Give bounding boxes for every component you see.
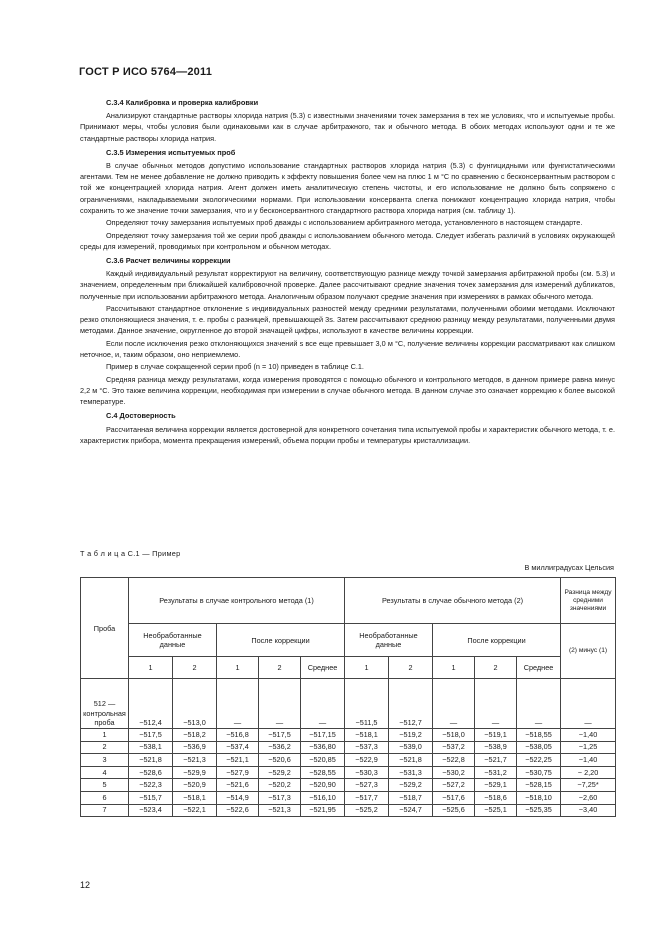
table-cell: −521,95 bbox=[301, 804, 345, 817]
table-cell: −520,2 bbox=[259, 779, 301, 792]
table-cell: −512,7 bbox=[389, 679, 433, 729]
table-cell: −522,3 bbox=[129, 779, 173, 792]
table-cell: −514,9 bbox=[217, 791, 259, 804]
table-cell: −1,40 bbox=[561, 729, 616, 742]
paragraph: Пример в случае сокращенной серии проб (n = 10) приведен в таблице С.1. bbox=[106, 362, 364, 372]
table-cell: — bbox=[301, 679, 345, 729]
table-cell: −530,2 bbox=[433, 766, 475, 779]
header-difference-formula: (2) минус (1) bbox=[561, 624, 616, 679]
probe-cell: 3 bbox=[81, 754, 129, 767]
table-cell: −518,10 bbox=[517, 791, 561, 804]
table-cell: −522,25 bbox=[517, 754, 561, 767]
table-cell: −521,3 bbox=[173, 754, 217, 767]
table-cell: −516,8 bbox=[217, 729, 259, 742]
table-cell: −529,2 bbox=[389, 779, 433, 792]
table-cell: — bbox=[259, 679, 301, 729]
section-c35-title: С.3.5 Измерения испытуемых проб bbox=[106, 147, 236, 157]
table-cell: −522,8 bbox=[433, 754, 475, 767]
table-cell: −518,1 bbox=[173, 791, 217, 804]
table-cell: −517,15 bbox=[301, 729, 345, 742]
table-cell: −528,6 bbox=[129, 766, 173, 779]
header-difference: Разница между средними значениями bbox=[561, 578, 616, 624]
table-cell: −536,80 bbox=[301, 741, 345, 754]
table-cell: −522,1 bbox=[173, 804, 217, 817]
probe-cell: 7 bbox=[81, 804, 129, 817]
document-header: ГОСТ Р ИСО 5764—2011 bbox=[79, 66, 213, 78]
table-cell: −527,9 bbox=[217, 766, 259, 779]
table-cell: −2,60 bbox=[561, 791, 616, 804]
table-cell: −515,7 bbox=[129, 791, 173, 804]
paragraph: Определяют точку замерзания испытуемых проб дважды с использованием арбитражного метода, установленного в настоящем стандарте. bbox=[106, 218, 583, 228]
probe-cell: 4 bbox=[81, 766, 129, 779]
paragraph: Если после исключения резко отклоняющихся значений s все еще превышает 3,0 м °С, получение величины коррекции рассматривают как слишком неточное, и, таким образом, оно неприемлемо. bbox=[80, 338, 615, 360]
header-col-num: 1 bbox=[345, 657, 389, 679]
table-cell: — bbox=[475, 679, 517, 729]
paragraph: Каждый индивидуальный результат корректируют на величину, соответствующую разнице между точкой замерзания арбитражной пробы (см. 5.3) и значением, определенным при ближайшей калибровочной проверке. Далее рассчитывают средние значения точек замерзания для измерений дубликатов, полученные при использовании арбитражного метода. Аналогичным образом получают средние значения при измерениях в рамках обычного метода. bbox=[80, 269, 615, 301]
header-probe: Проба bbox=[81, 578, 129, 679]
document-body bbox=[80, 94, 615, 447]
paragraph: Анализируют стандартные растворы хлорида натрия (5.3) с известными значениями точек замерзания в тех же условиях, что и испытуемые пробы. Принимают меры, чтобы условия были одинаковыми как в случае арбитражного, так и обычного метода. В обоих методах используют одни и те же стандартные растворы хлорида натрия. bbox=[80, 111, 615, 143]
table-cell: −1,25 bbox=[561, 741, 616, 754]
table-cell: −536,2 bbox=[259, 741, 301, 754]
table-row bbox=[81, 779, 616, 792]
table-title: Т а б л и ц а С.1 — Пример bbox=[80, 549, 181, 558]
table-cell: −518,7 bbox=[389, 791, 433, 804]
header-col-mean: Среднее bbox=[517, 657, 561, 679]
table-cell: −537,4 bbox=[217, 741, 259, 754]
table-cell: −529,1 bbox=[475, 779, 517, 792]
header-col-num: 1 bbox=[129, 657, 173, 679]
probe-cell: 512 — контрольная проба bbox=[81, 679, 129, 729]
table-cell: −518,0 bbox=[433, 729, 475, 742]
table-cell: −520,9 bbox=[173, 779, 217, 792]
header-col-num: 2 bbox=[173, 657, 217, 679]
paragraph: Определяют точку замерзания той же серии проб дважды с использованием обычного метода. Следует избегать различий в условиях окружающей среды для измерений, проводимых при контрольном и обычном методах. bbox=[80, 230, 615, 251]
table-cell: −521,7 bbox=[475, 754, 517, 767]
section-c36-title: С.3.6 Расчет величины коррекции bbox=[106, 256, 231, 266]
paragraph: Средняя разница между результатами, когда измерения проводятся с помощью обычного и контрольного методов, в данном примере равна минус 2,2 м °С. Это также величина коррекции, необходимая при измерении в случае обычного метода. В данном случае это означает коррекцию к более высокой температуре. bbox=[80, 374, 615, 407]
table-cell: −520,6 bbox=[259, 754, 301, 767]
table-cell: −537,2 bbox=[433, 741, 475, 754]
header-col-mean: Среднее bbox=[301, 657, 345, 679]
table-cell: −525,2 bbox=[345, 804, 389, 817]
table-cell: −531,3 bbox=[389, 766, 433, 779]
table-cell: −537,3 bbox=[345, 741, 389, 754]
table-cell: −517,6 bbox=[433, 791, 475, 804]
table-cell: −530,75 bbox=[517, 766, 561, 779]
table-cell: −536,9 bbox=[173, 741, 217, 754]
table-cell: −529,2 bbox=[259, 766, 301, 779]
table-cell: − 2,20 bbox=[561, 766, 616, 779]
table-cell: −519,2 bbox=[389, 729, 433, 742]
table-row bbox=[81, 766, 616, 779]
table-row bbox=[81, 754, 616, 767]
table-cell: −511,5 bbox=[345, 679, 389, 729]
table-cell: −520,90 bbox=[301, 779, 345, 792]
table-cell: −528,55 bbox=[301, 766, 345, 779]
table-cell: −1,40 bbox=[561, 754, 616, 767]
header-corrected-regular: После коррекции bbox=[433, 624, 561, 657]
table-cell: −521,1 bbox=[217, 754, 259, 767]
table-cell: −521,8 bbox=[129, 754, 173, 767]
example-table bbox=[80, 577, 616, 817]
table-cell: — bbox=[561, 679, 616, 729]
probe-cell: 5 bbox=[81, 779, 129, 792]
table-cell: −527,3 bbox=[345, 779, 389, 792]
probe-cell: 6 bbox=[81, 791, 129, 804]
table-cell: −517,5 bbox=[129, 729, 173, 742]
header-raw-regular: Необработанные данные bbox=[345, 624, 433, 657]
table-cell: −525,1 bbox=[475, 804, 517, 817]
table-cell: −516,10 bbox=[301, 791, 345, 804]
header-col-num: 1 bbox=[433, 657, 475, 679]
header-col-num: 2 bbox=[259, 657, 301, 679]
paragraph: Рассчитывают стандартное отклонение s индивидуальных разностей между средними результатами, полученными обоими методами. Исключают резко отклоняющиеся значения, т. е. пробы с разницей, превышающей 3s. Затем рассчитывают среднюю разницу между результатами, полученными двумя методами. Данное значение, округленное до второй значащей цифры, используют в качестве величины коррекции. bbox=[80, 304, 615, 336]
table-cell: −527,2 bbox=[433, 779, 475, 792]
table-cell: −529,9 bbox=[173, 766, 217, 779]
table-cell: −525,35 bbox=[517, 804, 561, 817]
table-cell: −518,6 bbox=[475, 791, 517, 804]
header-control-method: Результаты в случае контрольного метода (1) bbox=[129, 578, 345, 624]
page-number: 12 bbox=[80, 880, 91, 890]
table-cell: −513,0 bbox=[173, 679, 217, 729]
table-cell: −519,1 bbox=[475, 729, 517, 742]
table-cell: −517,3 bbox=[259, 791, 301, 804]
paragraph: В случае обычных методов допустимо использование стандартных растворов хлорида натрия (5.3) с фунгицидными или фунгистатическими агентами. Тем не менее добавление не должно приводить к эффекту повышения более чем на плюс 1 м °С по сравнению с бесконсервантным раствором с той же концентрацией хлорида натрия. Агент должен иметь аналитическую степень чистоты, и его использование не должно быть сопряжено с ограничениями, накладываемыми экологическими нормами. При использовании консерванта слегка понижают концентрацию хлорида натрия, чтобы сохранить то же значение точки замерзания, что и у бесконсервантного стандартного раствора хлорида натрия (см. таблицу 1). bbox=[80, 161, 615, 215]
header-regular-method: Результаты в случае обычного метода (2) bbox=[345, 578, 561, 624]
table-row bbox=[81, 804, 616, 817]
header-raw-control: Необработанные данные bbox=[129, 624, 217, 657]
table-cell: −521,8 bbox=[389, 754, 433, 767]
table-cell: −530,3 bbox=[345, 766, 389, 779]
table-cell: −531,2 bbox=[475, 766, 517, 779]
table-cell: −538,1 bbox=[129, 741, 173, 754]
table-cell: −521,6 bbox=[217, 779, 259, 792]
table-row bbox=[81, 791, 616, 804]
probe-cell: 1 bbox=[81, 729, 129, 742]
table-cell: −517,5 bbox=[259, 729, 301, 742]
table-unit: В миллиградусах Цельсия bbox=[524, 563, 614, 572]
section-c4-title: С.4 Достоверность bbox=[106, 411, 176, 421]
table-cell: −518,2 bbox=[173, 729, 217, 742]
table-row bbox=[81, 741, 616, 754]
header-corrected-control: После коррекции bbox=[217, 624, 345, 657]
table-cell: −517,7 bbox=[345, 791, 389, 804]
table-cell: −528,15 bbox=[517, 779, 561, 792]
table-cell: −518,55 bbox=[517, 729, 561, 742]
table-cell: −538,05 bbox=[517, 741, 561, 754]
table-cell: −539,0 bbox=[389, 741, 433, 754]
table-cell: −525,6 bbox=[433, 804, 475, 817]
table-cell: −524,7 bbox=[389, 804, 433, 817]
table-cell: −520,85 bbox=[301, 754, 345, 767]
table-cell: — bbox=[217, 679, 259, 729]
header-col-num: 2 bbox=[475, 657, 517, 679]
table-cell: −512,4 bbox=[129, 679, 173, 729]
table-cell: −522,6 bbox=[217, 804, 259, 817]
paragraph: Рассчитанная величина коррекции является достоверной для конкретного сочетания типа испытуемой пробы и характеристик обычного метода, т. е. характеристик прибора, момента прекращения измерений, объема порции пробы и температуры кристаллизации. bbox=[80, 424, 615, 445]
table-cell: −538,9 bbox=[475, 741, 517, 754]
table-row-control-probe bbox=[81, 679, 616, 729]
section-c34-title: С.3.4 Калибровка и проверка калибровки bbox=[106, 98, 259, 107]
table-row bbox=[81, 729, 616, 742]
probe-cell: 2 bbox=[81, 741, 129, 754]
table-cell: — bbox=[517, 679, 561, 729]
table-cell: −7,25* bbox=[561, 779, 616, 792]
table-cell: −518,1 bbox=[345, 729, 389, 742]
table-cell: — bbox=[433, 679, 475, 729]
table-cell: −523,4 bbox=[129, 804, 173, 817]
table-cell: −3,40 bbox=[561, 804, 616, 817]
header-col-num: 2 bbox=[389, 657, 433, 679]
table-cell: −521,3 bbox=[259, 804, 301, 817]
table-cell: −522,9 bbox=[345, 754, 389, 767]
header-col-num: 1 bbox=[217, 657, 259, 679]
